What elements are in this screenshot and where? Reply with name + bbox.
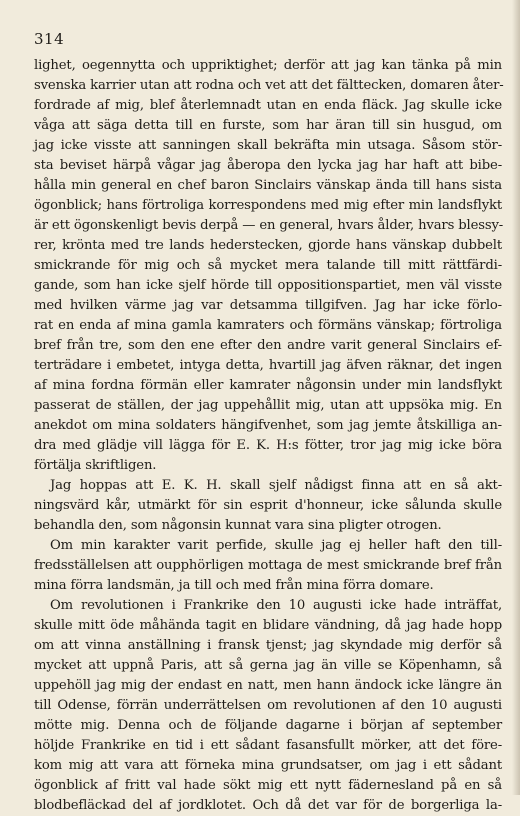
text-line: anekdot om mina soldaters hängifvenhet, som jag jemte åtskilliga an-	[34, 418, 502, 433]
text-line: mötte mig. Denna och de följande dagarne i början af september	[34, 718, 502, 733]
text-line: svenska karrier utan att rodna och vet att det fälttecken, domaren åter-	[34, 78, 504, 93]
text-line: uppehöll jag mig der endast en natt, men hann ändock icke längre än	[34, 678, 502, 693]
text-line: fredsställelsen att oupphörligen mottaga de mest smickrande bref från	[34, 558, 502, 573]
text-line: Jag hoppas att E. K. H. skall sjelf nådigst finna att en så akt-	[50, 478, 502, 493]
text-line: Om revolutionen i Frankrike den 10 augusti icke hade inträffat,	[50, 598, 502, 613]
text-line: mina förra landsmän, ja till och med från mina förra domare.	[34, 578, 434, 593]
page-number: 314	[34, 30, 65, 48]
text-line: smickrande för mig och så mycket mera talande till mitt rättfärdi-	[34, 258, 502, 273]
text-line: med hvilken värme jag var detsamma tillgifven. Jag har icke förlo-	[34, 298, 502, 313]
text-line: fordrade af mig, blef återlemnadt utan en enda fläck. Jag skulle icke	[34, 98, 502, 113]
text-line: ögonblick af fritt val hade sökt mig ett nytt fädernesland på en så	[34, 778, 502, 793]
text-line: våga att säga detta till en furste, som har äran till sin husgud, om	[34, 118, 502, 133]
text-line: förtälja skriftligen.	[34, 458, 157, 473]
text-line: är ett ögonskenligt bevis derpå — en general, hvars ålder, hvars blessy-	[34, 218, 504, 233]
text-line: om att vinna anställning i fransk tjenst; jag skyndade mig derför så	[34, 638, 502, 653]
text-line: behandla den, som någonsin kunnat vara sina pligter otrogen.	[34, 518, 442, 533]
text-line: Om min karakter varit perfide, skulle jag ej heller haft den till-	[50, 538, 502, 553]
text-line: rer, krönta med tre lands hederstecken, gjorde hans vänskap dubbelt	[34, 238, 502, 253]
text-line: dra med glädje vill lägga för E. K. H:s fötter, tror jag mig icke böra	[34, 438, 502, 453]
page-edge-shadow	[512, 0, 520, 795]
text-line: rat en enda af mina gamla kamraters och förmäns vänskap; förtroliga	[34, 318, 502, 333]
text-line: lighet, oegennytta och uppriktighet; derför att jag kan tänka på min	[34, 58, 502, 73]
text-line: ningsvärd kår, utmärkt för sin esprit d'honneur, icke sålunda skulle	[34, 498, 502, 513]
text-line: höljde Frankrike en tid i ett sådant fasansfullt mörker, att det före-	[34, 738, 502, 753]
text-line: gande, som han icke sjelf hörde till oppositionspartiet, men väl visste	[34, 278, 502, 293]
text-line: kom mig att vara att förneka mina grundsatser, om jag i ett sådant	[34, 758, 502, 773]
text-line: till Odense, förrän underrättelsen om revolutionen af den 10 augusti	[34, 698, 502, 713]
text-line: passerat de ställen, der jag uppehållit mig, utan att uppsöka mig. En	[34, 398, 502, 413]
text-line: ögonblick; hans förtroliga korrespondens med mig efter min landsflykt	[34, 198, 502, 213]
text-line: sta beviset härpå vågar jag åberopa den lycka jag har haft att bibe-	[34, 158, 502, 173]
text-line: bref från tre, som den ene efter den andre varit general Sinclairs ef-	[34, 338, 502, 353]
text-line: terträdare i embetet, intyga detta, hvartill jag äfven räknar, det ingen	[34, 358, 502, 373]
text-line: mycket att uppnå Paris, att så gerna jag än ville se Köpenhamn, så	[34, 658, 502, 673]
text-line: jag icke visste att sanningen skall bekräfta min utsaga. Såsom stör-	[34, 138, 502, 153]
text-line: hålla min general en chef baron Sinclairs vänskap ända till hans sista	[34, 178, 502, 193]
text-line: skulle mitt öde måhända tagit en blidare vändning, då jag hade hopp	[34, 618, 502, 633]
body-text	[34, 56, 502, 816]
text-line: af mina fordna förmän eller kamrater någonsin under min landsflykt	[34, 378, 502, 393]
text-line: blodbefläckad del af jordklotet. Och då det var för de borgerliga la-	[34, 798, 502, 813]
